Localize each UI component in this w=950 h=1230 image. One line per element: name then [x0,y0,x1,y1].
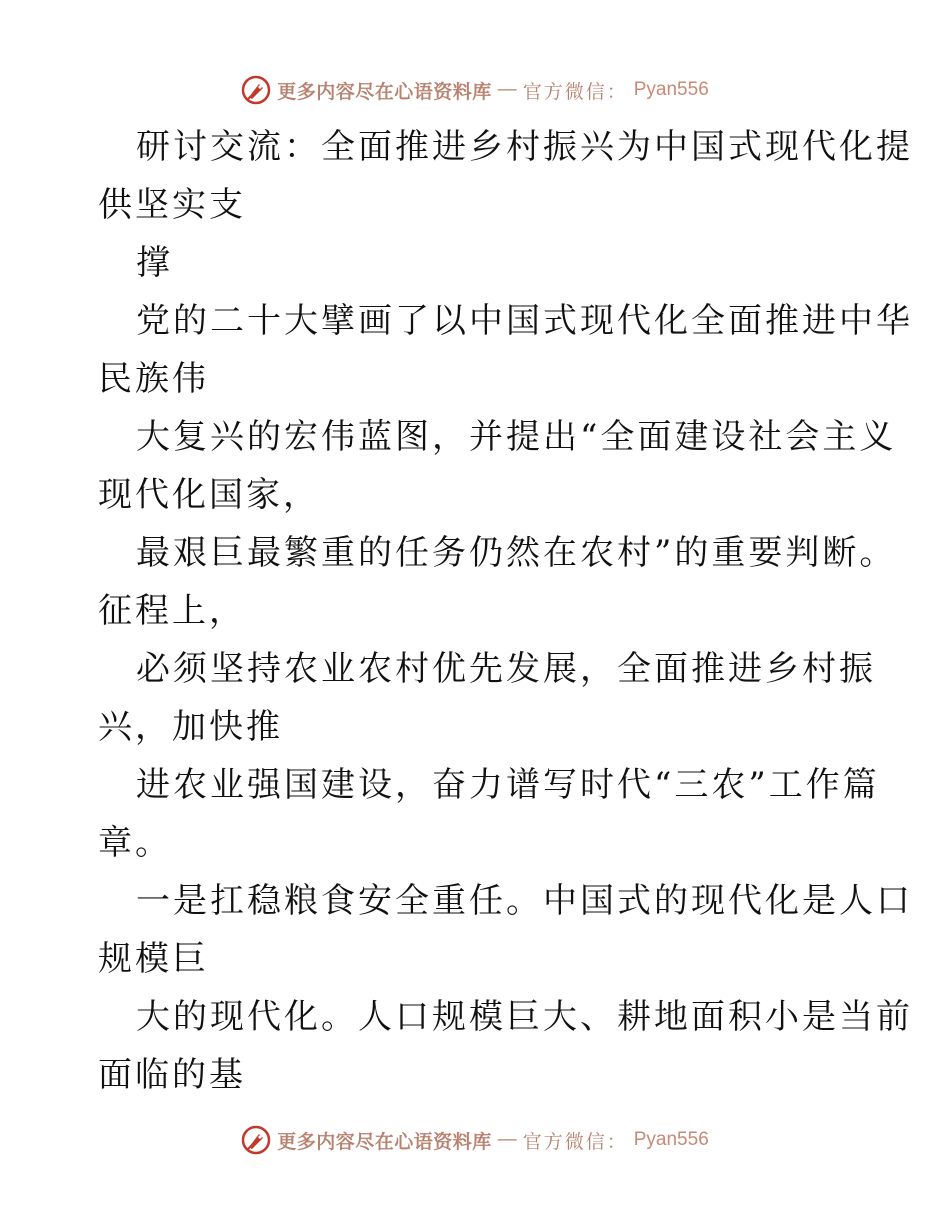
document-body [98,118,913,1104]
document-line: 撑 [136,243,173,283]
header-wechat-id: Pyan556 [633,79,709,100]
document-line: 规模巨 [98,939,209,979]
header-separator: — [497,79,517,100]
footer-wechat-label: 官方微信： [522,1130,628,1153]
document-line: 研讨交流：全面推进乡村振兴为中国式现代化提 [136,127,913,167]
footer-watermark [241,1125,709,1155]
document-line: 面临的基 [98,1055,246,1095]
page-footer [0,1122,950,1158]
document-line: 兴，加快推 [98,707,283,747]
document-line: 进农业强国建设，奋力谱写时代“三农”工作篇 [136,765,880,805]
document-line: 必须坚持农业农村优先发展，全面推进乡村振 [136,649,876,689]
page-header [0,72,950,108]
document-line: 征程上， [98,591,246,631]
pen-nib-logo-icon [241,1125,271,1155]
header-brand-text: 更多内容尽在心语资料库 [277,80,492,103]
pen-nib-logo-icon [241,75,271,105]
header-watermark [241,75,709,105]
document-line: 党的二十大擘画了以中国式现代化全面推进中华 [136,301,913,341]
footer-separator: — [497,1129,517,1150]
document-line: 最艰巨最繁重的任务仍然在农村”的重要判断。 [136,533,897,573]
document-line: 一是扛稳粮食安全重任。中国式的现代化是人口 [136,881,913,921]
header-wechat-label: 官方微信： [522,80,628,103]
document-line: 章。 [98,823,172,863]
document-line: 现代化国家， [98,475,320,515]
footer-brand-text: 更多内容尽在心语资料库 [277,1130,492,1153]
document-line: 民族伟 [98,359,209,399]
document-line: 大复兴的宏伟蓝图，并提出“全面建设社会主义 [136,417,897,457]
document-line: 大的现代化。人口规模巨大、耕地面积小是当前 [136,997,913,1037]
document-line: 供坚实支 [98,185,246,225]
footer-wechat-id: Pyan556 [633,1129,709,1150]
